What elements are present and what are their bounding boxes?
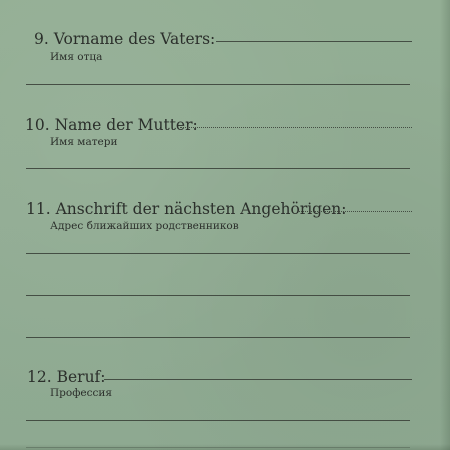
field-9-text: Vorname des Vaters: [53, 30, 216, 48]
field-11-input-line[interactable] [297, 211, 412, 212]
field-11-translation: Адрес ближайших родственников [50, 220, 239, 232]
field-11-label [26, 200, 346, 218]
field-9-label [34, 30, 215, 48]
field-11-line-2[interactable] [26, 295, 410, 296]
field-10-number: 10. [25, 116, 50, 134]
field-10-extra-line[interactable] [26, 168, 410, 169]
field-12-input-line[interactable] [104, 379, 412, 380]
field-11-number: 11. [26, 200, 51, 218]
field-9-translation: Имя отца [50, 51, 103, 63]
paper-edge-shadow [440, 0, 450, 450]
field-11-line-3[interactable] [26, 337, 410, 338]
field-12-number: 12. [27, 368, 52, 386]
field-9-input-line[interactable] [216, 41, 412, 42]
paper-bottom-shadow [0, 444, 450, 450]
field-10-input-line[interactable] [180, 127, 412, 128]
field-12-translation: Профессия [50, 387, 113, 399]
field-10-label [25, 116, 198, 134]
field-11-text: Anschrift der nächsten Angehörigen: [55, 200, 347, 218]
field-9-extra-line[interactable] [26, 84, 410, 85]
field-11-line-1[interactable] [26, 253, 410, 254]
field-12-extra-line[interactable] [26, 420, 410, 421]
field-10-translation: Имя матери [50, 136, 118, 148]
field-9-number: 9. [34, 30, 49, 48]
field-12-text: Beruf: [56, 368, 106, 386]
field-10-text: Name der Mutter: [54, 116, 198, 134]
field-12-label [27, 368, 106, 386]
